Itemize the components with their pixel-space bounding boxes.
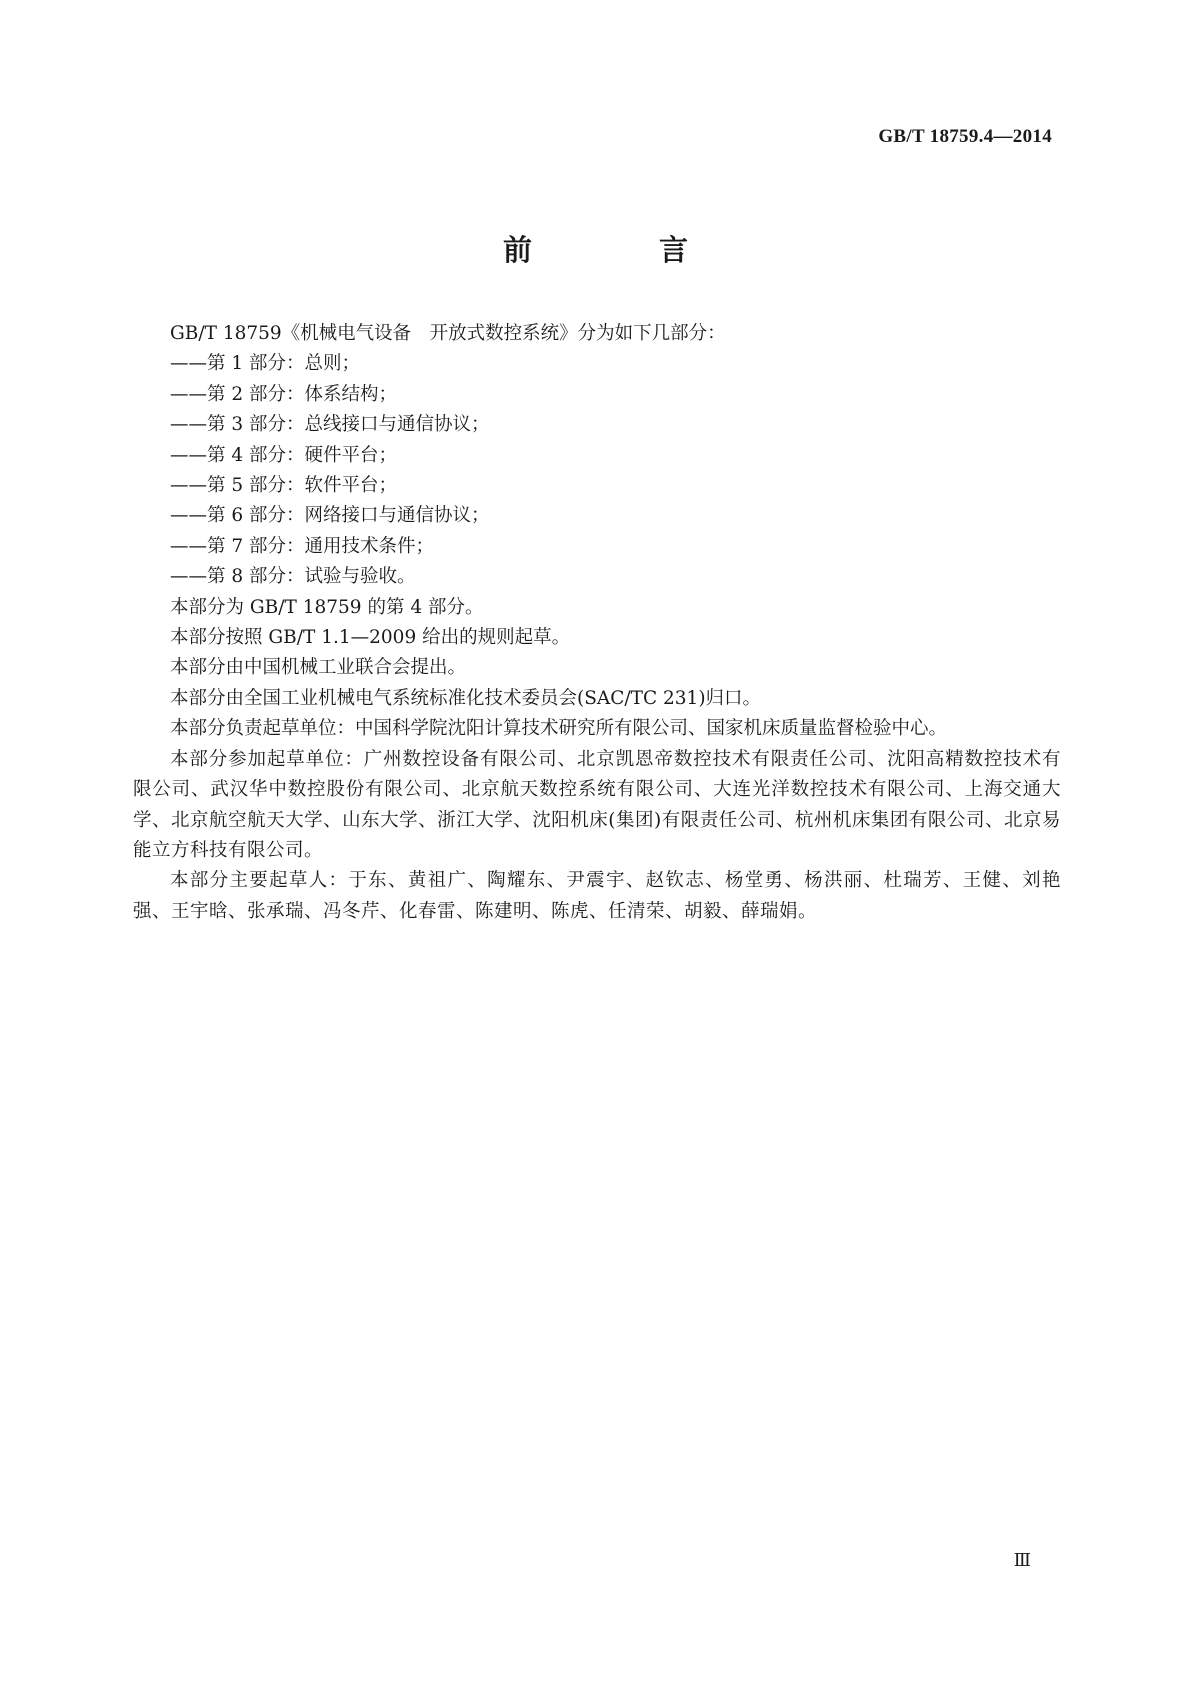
part-list-item-5: ——第 5 部分：软件平台； bbox=[170, 475, 398, 497]
part-of-statement: 本部分为 GB/T 18759 的第 4 部分。 bbox=[170, 596, 484, 618]
centralized-by-statement: 本部分由全国工业机械电气系统标准化技术委员会(SAC/TC 231)归口。 bbox=[170, 687, 762, 709]
part-list-item-7: ——第 7 部分：通用技术条件； bbox=[170, 535, 435, 557]
foreword-body bbox=[133, 319, 1061, 927]
intro-paragraph: GB/T 18759《机械电气设备 开放式数控系统》分为如下几部分： bbox=[170, 323, 726, 344]
part-list-item-8: ——第 8 部分：试验与验收。 bbox=[170, 566, 416, 588]
part-list-item-6: ——第 6 部分：网络接口与通信协议； bbox=[170, 505, 490, 527]
page-title: 前 言 bbox=[502, 233, 737, 267]
drafting-rules-statement: 本部分按照 GB/T 1.1—2009 给出的规则起草。 bbox=[170, 627, 571, 649]
standard-code: GB/T 18759.4—2014 bbox=[878, 126, 1052, 147]
proposed-by-statement: 本部分由中国机械工业联合会提出。 bbox=[170, 657, 467, 679]
responsible-units-statement: 本部分负责起草单位：中国科学院沈阳计算技术研究所有限公司、国家机床质量监督检验中心。 bbox=[170, 718, 948, 740]
part-list-item-2: ——第 2 部分：体系结构； bbox=[170, 383, 398, 405]
page-number: Ⅲ bbox=[1013, 1550, 1031, 1570]
part-list-item-1: ——第 1 部分：总则； bbox=[170, 353, 361, 375]
drafters-statement: 本部分主要起草人：于东、黄祖广、陶耀东、尹震宇、赵钦志、杨堂勇、杨洪丽、杜瑞芳、王健、刘艳强、王宇晗、张承瑞、冯冬芹、化春雷、陈建明、陈虎、任清荣、胡毅、薛瑞娟。 bbox=[133, 870, 1061, 922]
part-list-item-4: ——第 4 部分：硬件平台； bbox=[170, 444, 398, 466]
participating-units-statement: 本部分参加起草单位：广州数控设备有限公司、北京凯恩帝数控技术有限责任公司、沈阳高精数控技术有限公司、武汉华中数控股份有限公司、北京航天数控系统有限公司、大连光洋数控技术有限公司、上海交通大学、北京航空航天大学、山东大学、浙江大学、沈阳机床(集团)有限责任公司、杭州机床集团有限公司、北京易能立方科技有限公司。 bbox=[133, 748, 1061, 861]
part-list-item-3: ——第 3 部分：总线接口与通信协议； bbox=[170, 414, 490, 436]
